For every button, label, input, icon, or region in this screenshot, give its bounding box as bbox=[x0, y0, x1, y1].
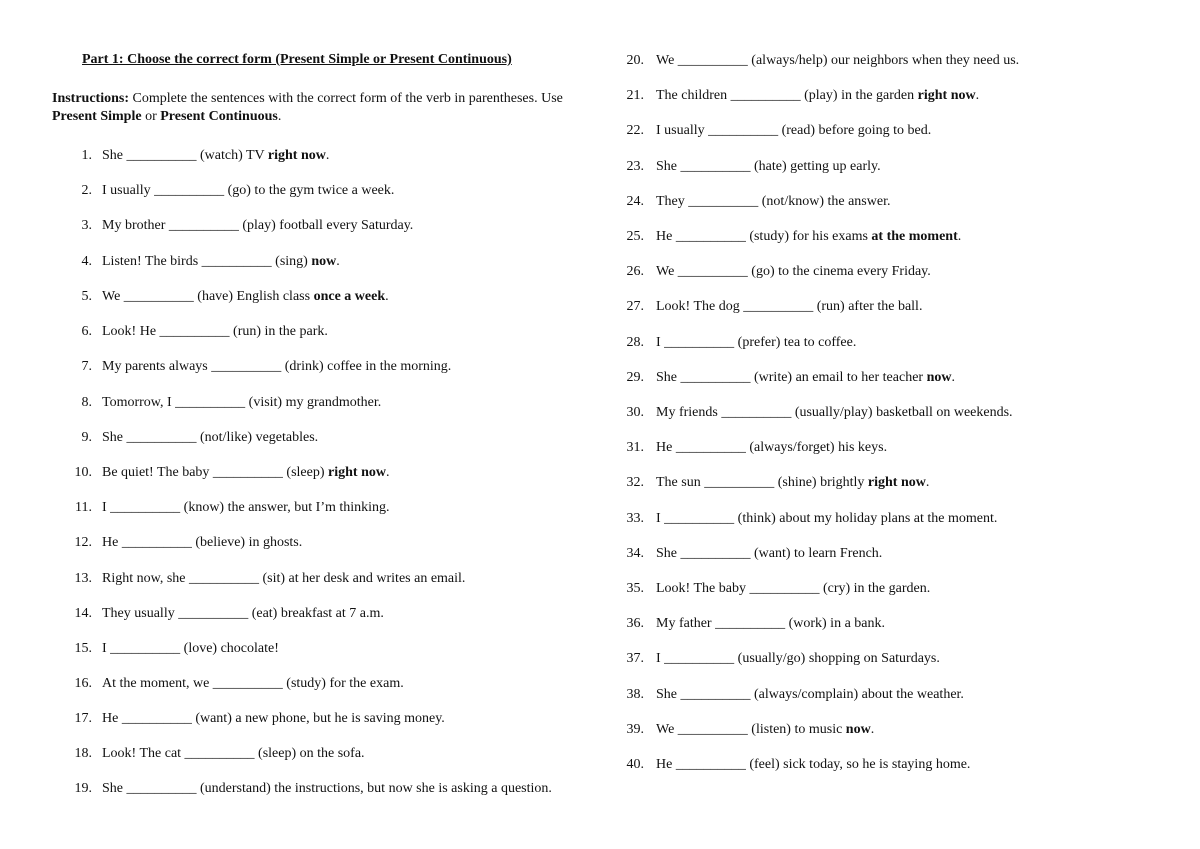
item-number: 22. bbox=[626, 123, 644, 139]
exercise-item bbox=[620, 158, 881, 176]
item-sentence bbox=[656, 369, 955, 387]
item-text: He __________ (feel) sick today, so he is staying home. bbox=[656, 757, 971, 772]
item-text-end: . bbox=[336, 254, 340, 269]
item-sentence bbox=[656, 404, 1013, 422]
item-text: She __________ (always/complain) about the weather. bbox=[656, 686, 964, 702]
exercise-item bbox=[620, 756, 971, 774]
item-number: 33. bbox=[626, 510, 644, 526]
item-text: We __________ (go) to the cinema every Friday. bbox=[656, 264, 931, 280]
item-text: The sun __________ (shine) brightly bbox=[656, 475, 868, 491]
item-sentence bbox=[656, 721, 874, 739]
item-text: Right now, she __________ (sit) at her desk and writes an email. bbox=[102, 571, 466, 586]
item-emphasis: right now bbox=[328, 465, 386, 480]
exercise-item bbox=[620, 263, 931, 281]
exercise-item bbox=[68, 640, 279, 658]
item-text-end: . bbox=[870, 721, 875, 737]
item-text: Be quiet! The baby __________ (sleep) bbox=[102, 465, 329, 480]
item-sentence bbox=[656, 158, 881, 176]
exercise-item bbox=[620, 686, 964, 704]
item-number: 1. bbox=[81, 148, 92, 163]
item-text: I usually __________ (go) to the gym twice a week. bbox=[102, 183, 395, 198]
exercise-item bbox=[68, 464, 390, 482]
exercise-item bbox=[620, 122, 932, 140]
item-number: 37. bbox=[626, 651, 644, 667]
item-text: They __________ (not/know) the answer. bbox=[656, 193, 891, 209]
exercise-item bbox=[620, 52, 1020, 70]
item-sentence bbox=[102, 570, 465, 588]
item-text: My friends __________ (usually/play) basketball on weekends. bbox=[656, 405, 1013, 420]
exercise-item bbox=[68, 323, 328, 341]
exercise-item bbox=[620, 298, 923, 316]
item-number: 17. bbox=[74, 711, 92, 726]
exercise-item bbox=[68, 253, 340, 271]
item-text: She __________ (write) an email to her teacher bbox=[656, 369, 927, 385]
instructions bbox=[52, 90, 602, 126]
exercise-item bbox=[68, 394, 382, 412]
exercise-item bbox=[620, 193, 891, 211]
item-sentence bbox=[656, 263, 931, 281]
exercise-item bbox=[620, 615, 886, 633]
item-number: 35. bbox=[626, 581, 644, 596]
item-sentence bbox=[102, 288, 389, 306]
exercise-item bbox=[68, 429, 319, 447]
item-emphasis: right now bbox=[267, 148, 326, 163]
exercise-item bbox=[68, 147, 330, 165]
item-sentence bbox=[656, 650, 940, 668]
item-number: 4. bbox=[81, 254, 92, 269]
item-emphasis: once a week bbox=[313, 289, 386, 304]
item-number: 14. bbox=[74, 606, 92, 621]
item-emphasis: now bbox=[311, 254, 337, 269]
item-sentence bbox=[656, 52, 1019, 70]
item-number: 39. bbox=[626, 721, 644, 737]
item-number: 7. bbox=[81, 359, 92, 374]
item-number: 24. bbox=[626, 193, 644, 209]
exercise-item bbox=[68, 605, 384, 623]
item-sentence bbox=[102, 147, 329, 165]
instructions-bold-2: Present Continuous bbox=[160, 109, 278, 124]
item-sentence bbox=[102, 217, 413, 235]
item-text: She __________ (not/like) vegetables. bbox=[102, 430, 319, 445]
item-text: At the moment, we __________ (study) for the exam. bbox=[102, 676, 404, 691]
item-text: I __________ (know) the answer, but I’m thinking. bbox=[102, 500, 390, 515]
exercise-item bbox=[68, 675, 404, 693]
item-sentence bbox=[102, 710, 445, 728]
exercise-item bbox=[620, 369, 955, 387]
item-text: We __________ (always/help) our neighbors when they need us. bbox=[656, 53, 1020, 68]
item-number: 18. bbox=[74, 746, 92, 761]
item-number: 26. bbox=[626, 264, 644, 280]
exercise-item bbox=[620, 580, 931, 598]
exercise-item bbox=[620, 87, 980, 105]
item-text: I __________ (usually/go) shopping on Saturdays. bbox=[656, 651, 940, 667]
item-sentence bbox=[656, 615, 885, 633]
item-sentence bbox=[656, 193, 890, 211]
item-text: She __________ (want) to learn French. bbox=[656, 545, 883, 561]
item-text: Look! The dog __________ (run) after the ball. bbox=[656, 299, 923, 315]
exercise-item bbox=[68, 534, 303, 552]
item-text: He __________ (study) for his exams bbox=[656, 229, 872, 244]
item-sentence bbox=[102, 605, 384, 623]
exercise-item bbox=[68, 780, 552, 798]
exercise-item bbox=[68, 358, 452, 376]
item-sentence bbox=[656, 510, 997, 528]
item-text-end: . bbox=[957, 229, 962, 244]
exercise-item bbox=[620, 721, 875, 739]
item-sentence bbox=[102, 429, 318, 447]
item-text: Tomorrow, I __________ (visit) my grandmother. bbox=[102, 395, 382, 410]
instructions-text-3: . bbox=[277, 109, 282, 124]
item-number: 29. bbox=[626, 369, 644, 385]
item-number: 31. bbox=[626, 440, 644, 456]
item-number: 32. bbox=[626, 475, 644, 491]
item-sentence bbox=[656, 439, 887, 457]
item-text-end: . bbox=[975, 88, 980, 104]
item-number: 27. bbox=[626, 299, 644, 315]
item-sentence bbox=[102, 182, 394, 200]
item-text: He __________ (believe) in ghosts. bbox=[102, 535, 303, 550]
exercise-item bbox=[620, 334, 857, 352]
item-emphasis: at the moment bbox=[871, 229, 958, 244]
item-sentence bbox=[102, 640, 279, 658]
item-number: 5. bbox=[81, 289, 92, 304]
exercise-item bbox=[620, 439, 888, 457]
item-sentence bbox=[656, 334, 856, 352]
item-text: She __________ (understand) the instructions, but now she is asking a question. bbox=[102, 781, 552, 796]
item-text: We __________ (listen) to music bbox=[656, 721, 846, 737]
item-number: 3. bbox=[81, 218, 92, 233]
item-text: I usually __________ (read) before going to bed. bbox=[656, 123, 932, 139]
exercise-item bbox=[68, 217, 414, 235]
item-number: 10. bbox=[74, 465, 92, 480]
item-sentence bbox=[102, 534, 302, 552]
item-number: 13. bbox=[74, 571, 92, 586]
item-text: My father __________ (work) in a bank. bbox=[656, 616, 886, 632]
exercise-item bbox=[620, 404, 1013, 422]
exercise-item bbox=[68, 288, 389, 306]
item-sentence bbox=[102, 499, 390, 517]
worksheet-title: Part 1: Choose the correct form (Present Simple or Present Continuous) bbox=[82, 52, 512, 67]
item-text: We __________ (have) English class bbox=[102, 289, 314, 304]
item-sentence bbox=[656, 474, 929, 492]
item-text: Look! The cat __________ (sleep) on the sofa. bbox=[102, 746, 365, 761]
item-number: 40. bbox=[626, 757, 644, 772]
item-text: She __________ (watch) TV bbox=[102, 148, 268, 163]
item-text: She __________ (hate) getting up early. bbox=[656, 158, 881, 174]
exercise-item bbox=[620, 650, 940, 668]
item-number: 8. bbox=[81, 395, 92, 410]
item-sentence bbox=[656, 545, 882, 563]
item-text-end: . bbox=[325, 148, 330, 163]
item-number: 21. bbox=[626, 88, 644, 104]
item-text: I __________ (love) chocolate! bbox=[102, 641, 279, 656]
exercise-item bbox=[68, 499, 390, 517]
item-number: 30. bbox=[626, 405, 644, 420]
exercise-item bbox=[620, 510, 998, 528]
item-text-end: . bbox=[385, 289, 389, 304]
item-sentence bbox=[102, 745, 365, 763]
item-text-end: . bbox=[385, 465, 390, 480]
instructions-bold-1: Present Simple bbox=[52, 109, 142, 124]
item-text: I __________ (think) about my holiday plans at the moment. bbox=[656, 510, 998, 526]
item-text-end: . bbox=[951, 369, 955, 385]
item-number: 38. bbox=[626, 686, 644, 702]
item-number: 6. bbox=[81, 324, 92, 339]
item-number: 2. bbox=[81, 183, 92, 198]
item-sentence bbox=[656, 686, 964, 704]
item-text: Look! He __________ (run) in the park. bbox=[102, 324, 328, 339]
item-number: 20. bbox=[626, 53, 644, 68]
item-text: He __________ (always/forget) his keys. bbox=[656, 440, 888, 456]
item-sentence bbox=[102, 358, 451, 376]
item-number: 12. bbox=[74, 535, 92, 550]
item-sentence bbox=[102, 253, 340, 271]
item-text: My brother __________ (play) football every Saturday. bbox=[102, 218, 414, 233]
item-sentence bbox=[656, 228, 961, 246]
item-sentence bbox=[656, 580, 930, 598]
item-text: Listen! The birds __________ (sing) bbox=[102, 254, 312, 269]
item-sentence bbox=[102, 464, 389, 482]
item-sentence bbox=[102, 394, 381, 412]
item-text: My parents always __________ (drink) coffee in the morning. bbox=[102, 359, 452, 374]
item-sentence bbox=[656, 87, 979, 105]
item-number: 16. bbox=[74, 676, 92, 691]
item-text: Look! The baby __________ (cry) in the garden. bbox=[656, 581, 931, 596]
exercise-item bbox=[620, 474, 930, 492]
item-text: The children __________ (play) in the garden bbox=[656, 88, 918, 104]
item-number: 36. bbox=[626, 616, 644, 632]
item-number: 25. bbox=[626, 229, 644, 244]
item-number: 28. bbox=[626, 334, 644, 350]
item-emphasis: now bbox=[845, 721, 871, 737]
item-sentence bbox=[102, 675, 404, 693]
item-emphasis: now bbox=[926, 369, 952, 385]
exercise-item bbox=[68, 182, 395, 200]
item-text: I __________ (prefer) tea to coffee. bbox=[656, 334, 857, 350]
instructions-label: Instructions: bbox=[52, 91, 130, 106]
item-emphasis: right now bbox=[917, 88, 976, 104]
item-number: 19. bbox=[74, 781, 92, 796]
item-number: 9. bbox=[81, 430, 92, 445]
instructions-text-2: or bbox=[141, 109, 161, 124]
item-number: 34. bbox=[626, 545, 644, 561]
exercise-item bbox=[620, 228, 962, 246]
exercise-item bbox=[68, 710, 445, 728]
item-text: They usually __________ (eat) breakfast at 7 a.m. bbox=[102, 606, 384, 621]
exercise-item bbox=[68, 570, 466, 588]
item-emphasis: right now bbox=[867, 475, 926, 491]
item-number: 15. bbox=[74, 641, 92, 656]
exercise-item bbox=[68, 745, 365, 763]
item-text-end: . bbox=[925, 475, 930, 491]
item-number: 11. bbox=[75, 500, 92, 515]
item-sentence bbox=[102, 323, 328, 341]
item-text: He __________ (want) a new phone, but he is saving money. bbox=[102, 711, 445, 726]
item-sentence bbox=[102, 780, 582, 798]
item-number: 23. bbox=[626, 158, 644, 174]
exercise-item bbox=[620, 545, 883, 563]
item-sentence bbox=[656, 756, 970, 774]
instructions-text-1: Complete the sentences with the correct form of the verb in parentheses. Use bbox=[129, 91, 563, 106]
item-sentence bbox=[656, 122, 931, 140]
item-sentence bbox=[656, 298, 922, 316]
